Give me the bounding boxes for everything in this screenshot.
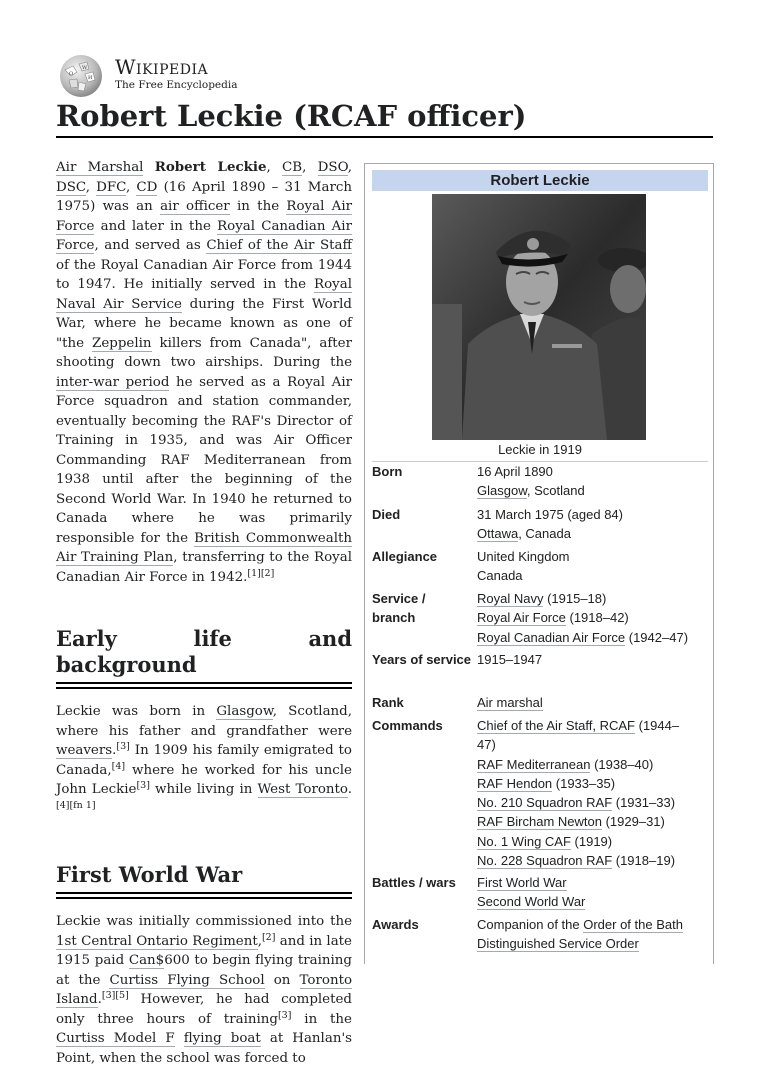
link-royal-naval-air-service[interactable]: Royal Naval Air Service: [56, 277, 352, 312]
infobox-title: Robert Leckie: [372, 170, 708, 191]
citation-2[interactable]: [2]: [261, 931, 276, 943]
text-run: where he worked for his uncle John Leckie: [56, 762, 352, 797]
lead-paragraph: [56, 158, 352, 587]
infobox-value-line: [477, 481, 708, 500]
citation-3[interactable]: [3]: [116, 741, 130, 752]
text-run: killers from Canada", after shooting down two airships. During the: [56, 335, 352, 370]
text-run: (1918–19): [612, 853, 676, 869]
text-run: , Scotland: [526, 483, 585, 499]
link-zeppelin[interactable]: Zeppelin: [92, 335, 152, 351]
citation-3[interactable]: [3]: [136, 780, 150, 791]
text-run: Companion of the: [477, 917, 584, 932]
infobox-label: Born: [372, 464, 403, 479]
link-glasgow[interactable]: Glasgow: [477, 483, 527, 499]
section-heading-first-world-war: First World War: [56, 862, 352, 894]
link-curtiss-flying-school[interactable]: Curtiss Flying School: [109, 972, 265, 988]
wikipedia-tagline: The Free Encyclopedia: [115, 79, 238, 91]
link-west-toronto[interactable]: West Toronto: [257, 782, 348, 797]
link-glasgow[interactable]: Glasgow: [216, 704, 273, 719]
text-run: on: [264, 972, 300, 988]
link-dsc[interactable]: DSC: [56, 179, 86, 195]
text-run: , Scotland, where his father and grandfather were: [56, 704, 353, 739]
infobox-label: Rank: [372, 695, 404, 710]
link-no-210-squadron-raf[interactable]: No. 210 Squadron RAF: [477, 795, 613, 811]
infobox-value: [477, 915, 708, 954]
link-weavers[interactable]: weavers: [56, 743, 113, 758]
infobox-value: [477, 462, 708, 501]
text-run: and later in the: [94, 218, 218, 234]
infobox-value-line: [477, 915, 708, 934]
text-run: (1915–18): [543, 591, 607, 606]
text-run: ,: [125, 179, 137, 195]
link-dso[interactable]: DSO: [317, 160, 348, 175]
link-flying-boat[interactable]: flying boat: [183, 1031, 261, 1046]
link-royal-navy[interactable]: Royal Navy: [477, 591, 544, 606]
link-no-228-squadron-raf[interactable]: No. 228 Squadron RAF: [477, 853, 613, 869]
link-order-of-the-bath[interactable]: Order of the Bath: [583, 917, 683, 932]
infobox-value-line: [477, 735, 708, 754]
text-run: .: [97, 992, 102, 1007]
link-raf-hendon[interactable]: RAF Hendon: [477, 775, 553, 791]
text-run: [175, 1031, 184, 1046]
svg-text:W: W: [82, 65, 88, 71]
link-air-marshal[interactable]: Air marshal: [477, 695, 543, 710]
text-run: in the: [291, 1011, 352, 1027]
infobox-value-line: [477, 693, 708, 712]
infobox-value: [477, 547, 708, 586]
infobox-value-line: [477, 524, 708, 543]
infobox-label: Battles / wars: [372, 875, 456, 890]
text-run: (1944–: [635, 718, 680, 733]
infobox-value-line: [477, 755, 708, 774]
article-body: [56, 158, 352, 1068]
infobox-value-line: [477, 774, 708, 793]
infobox-label: Service / branch: [372, 591, 426, 626]
link-dfc[interactable]: DFC: [96, 179, 126, 195]
infobox-value-line: [477, 892, 708, 911]
text-run: (1942–47): [625, 629, 689, 645]
link-1st-central-ontario-regiment[interactable]: 1st Central Ontario Regiment: [56, 933, 258, 949]
text-run: (1919): [570, 833, 613, 849]
text-run: (1929–31): [601, 814, 665, 830]
citation-3-5[interactable]: [3][5]: [101, 990, 129, 1001]
infobox-value-line: [477, 832, 708, 851]
text-run: (16 April 1890 – 31 March 1975) was an: [56, 179, 353, 214]
text-run: of the Royal Canadian Air Force from 1944 to 1947. He initially served in the: [56, 257, 352, 292]
link-raf-bircham-newton[interactable]: RAF Bircham Newton: [477, 814, 602, 830]
infobox-label: Allegiance: [372, 549, 438, 564]
text-run: during the First World War, where he became known as one of "the: [56, 296, 352, 351]
infobox-value: [477, 650, 708, 669]
infobox-value: [477, 693, 708, 712]
text-run: , Canada: [518, 526, 571, 542]
infobox-value-line: [477, 934, 708, 953]
svg-text:Ω: Ω: [69, 71, 74, 77]
text-run: Leckie was born in: [56, 704, 217, 719]
photo-caption: Leckie in 1919: [498, 442, 582, 457]
title-divider: [56, 136, 713, 138]
link-cb[interactable]: CB: [282, 160, 303, 175]
citation-4-fn-1[interactable]: [4][fn 1]: [56, 799, 96, 811]
citation-4[interactable]: [4]: [111, 760, 126, 772]
infobox-value-line: [477, 793, 708, 812]
infobox-value: [477, 716, 708, 870]
infobox-value: [477, 873, 708, 912]
text-run: in the: [229, 199, 287, 214]
link-second-world-war[interactable]: Second World War: [477, 894, 586, 910]
infobox-value-line: [477, 566, 708, 585]
page-title: Robert Leckie (RCAF officer): [56, 99, 527, 133]
link-toronto-island[interactable]: Toronto Island: [56, 972, 353, 1007]
text-run: ,: [302, 160, 318, 175]
infobox-label: Died: [372, 507, 401, 522]
infobox-value: [477, 589, 708, 647]
infobox: [364, 163, 714, 964]
text-run: However, he had completed only three hours of training: [56, 992, 352, 1027]
infobox-value-line: [477, 851, 708, 870]
link-royal-canadian-air-force[interactable]: Royal Canadian Air Force: [477, 629, 626, 645]
early-life-paragraph: [56, 702, 352, 819]
link-raf-mediterranean[interactable]: RAF Mediterranean: [477, 756, 591, 772]
text-run: 600 to begin flying training at the: [56, 953, 352, 988]
infobox-value-line: [477, 650, 708, 669]
infobox-value-line: [477, 873, 708, 892]
text-run: ,: [347, 160, 353, 175]
text-run: and in late 1915 paid: [56, 933, 352, 968]
text-run: 16 April 1890: [477, 464, 553, 479]
link-royal-air-force[interactable]: Royal Air Force: [56, 199, 353, 234]
link-royal-canadian-air-force[interactable]: Royal Canadian Air Force: [56, 218, 352, 253]
text-run: (1931–33): [612, 795, 676, 811]
infobox-value-line: [477, 547, 708, 566]
infobox-value-line: [477, 608, 708, 627]
link-curtiss-model-f[interactable]: Curtiss Model F: [56, 1031, 175, 1046]
wikipedia-globe-logo[interactable]: [55, 52, 107, 98]
link-first-world-war[interactable]: First World War: [477, 875, 567, 890]
link-air-marshal[interactable]: Air Marshal: [56, 160, 144, 175]
infobox-value-line: [477, 462, 708, 481]
portrait-photo[interactable]: [432, 194, 646, 440]
link-british-commonwealth-air-training-plan[interactable]: British Commonwealth Air Training Plan: [56, 530, 352, 565]
link-cd[interactable]: CD: [136, 179, 158, 195]
link-can[interactable]: Can$: [128, 953, 165, 968]
text-run: 31 March 1975 (aged 84): [477, 507, 623, 522]
infobox-value-line: [477, 628, 708, 647]
text-run: (1933–35): [552, 775, 616, 791]
citation-3[interactable]: [3]: [277, 1009, 292, 1021]
text-run: .: [112, 743, 117, 758]
text-run: at Hanlan's Point, when the school was forced to: [56, 1031, 353, 1066]
first-world-war-paragraph: [56, 912, 352, 1068]
text-run: , and served as: [94, 238, 207, 253]
text-run: 1915–1947: [477, 652, 543, 667]
text-run: 47): [477, 737, 496, 753]
text-run: ,: [257, 933, 262, 949]
bold-text: Robert Leckie: [154, 159, 267, 175]
text-run: (1918–42): [565, 610, 629, 626]
infobox-value-line: [477, 505, 708, 524]
link-distinguished-service-order[interactable]: Distinguished Service Order: [477, 936, 639, 952]
infobox-value-line: [477, 716, 708, 735]
link-chief-of-the-air-staff-rcaf[interactable]: Chief of the Air Staff, RCAF: [477, 718, 635, 733]
text-run: ,: [85, 179, 97, 195]
section-heading-early-life: Early life and background: [56, 626, 352, 684]
infobox-label: Awards: [372, 917, 419, 932]
text-run: ,: [266, 160, 283, 175]
text-run: United Kingdom: [477, 549, 570, 564]
wikipedia-wordmark[interactable]: Wikipedia: [115, 55, 209, 79]
text-run: , transferring to the Royal Canadian Air Force in 1942.: [56, 550, 352, 585]
text-run: while living in: [149, 782, 258, 797]
link-air-officer[interactable]: air officer: [160, 199, 230, 214]
citation-1-2[interactable]: [1][2]: [247, 567, 275, 579]
link-inter-war-period[interactable]: inter-war period: [56, 374, 170, 390]
text-run: In 1909 his family emigrated to Canada,: [56, 743, 352, 778]
svg-text:И: И: [88, 75, 93, 81]
text-run: (1938–40): [590, 756, 654, 772]
link-chief-of-the-air-staff[interactable]: Chief of the Air Staff: [206, 238, 352, 253]
infobox-value: [477, 505, 708, 544]
infobox-label: Years of service: [372, 652, 472, 667]
text-run: .: [347, 782, 353, 797]
infobox-value-line: [477, 589, 708, 608]
link-no-1-wing-caf[interactable]: No. 1 Wing CAF: [477, 833, 571, 849]
infobox-value-line: [477, 812, 708, 831]
text-run: Leckie was initially commissioned into the: [56, 914, 352, 929]
text-run: he served as a Royal Air Force squadron and station commander, eventually becoming the RAF's Director of Training in 1935, and was Air Officer Commanding RAF Mediterranean from 1938 until after the beginning of the Second World War. In 1940 he returned to Canada where he was primarily responsible for the: [56, 374, 352, 546]
link-ottawa[interactable]: Ottawa: [477, 526, 519, 542]
infobox-label: Commands: [372, 718, 443, 733]
link-royal-air-force[interactable]: Royal Air Force: [477, 610, 566, 626]
text-run: Canada: [477, 568, 523, 584]
text-run: [143, 160, 154, 175]
